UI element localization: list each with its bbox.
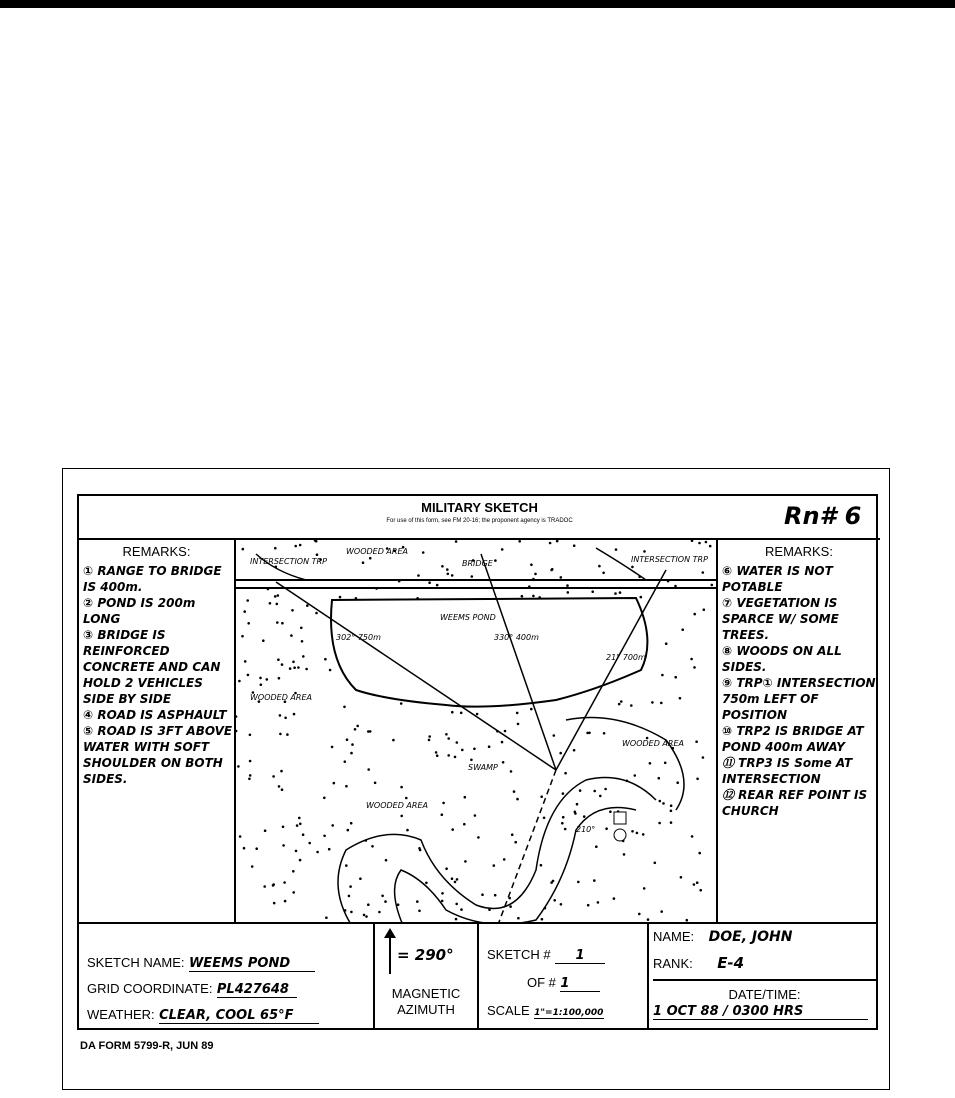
map-label: 302° 750m [336,633,381,642]
map-label: INTERSECTION TRP [250,557,327,566]
map-label: 330° 400m [494,633,539,642]
form-footer [77,922,878,1030]
remark-item: ⑧ WOODS ON ALL SIDES. [722,644,842,674]
contour-line-2 [395,808,636,933]
map-label: WOODED AREA [366,801,428,810]
record-number: Rn# 6 [784,502,862,530]
datetime-label: DATE/TIME: [728,987,801,1002]
grid-coordinate-label: GRID COORDINATE: [87,981,213,996]
weather-value: CLEAR, COOL 65°F [159,1008,319,1024]
azimuth-cell [375,924,479,1028]
map-label: BRIDGE [462,559,493,568]
remark-item: ③ BRIDGE IS REINFORCED CONCRETE AND CAN HOLD 2 VEHICLES SIDE BY SIDE [83,628,221,706]
church-symbol [614,812,626,824]
grid-coordinate-value: PL427648 [217,982,297,998]
map-label: WOODED AREA [250,693,312,702]
of-value: 1 [560,976,600,992]
arrow-head-icon [384,928,396,938]
remark-item: ⑪ TRP3 IS Some AT INTERSECTION [722,756,853,786]
top-rule [0,0,955,8]
sketch-name-label: SKETCH NAME: [87,955,185,970]
map-label: 21° 700m [606,653,646,662]
map-label: 210° [576,825,596,834]
military-sketch-form [77,494,878,930]
terrain-map [236,540,716,932]
sketch-number-label: SKETCH # [487,947,551,962]
reference-point [614,829,626,841]
scale-value: 1"=1:100,000 [534,1008,604,1018]
remark-item: ① RANGE TO BRIDGE IS 400m. [83,564,222,594]
contour-line-3 [566,718,684,811]
form-title: MILITARY SKETCH [421,500,538,515]
sketch-number-value: 1 [555,948,605,964]
rank-label: RANK: [653,956,693,971]
weather-label: WEATHER: [87,1007,155,1022]
remark-item: ⑩ TRP2 IS BRIDGE AT POND 400m AWAY [722,724,864,754]
remark-item: ⑥ WATER IS NOT POTABLE [722,564,833,594]
azimuth-label-1: MAGNETIC [391,986,461,1001]
sketch-info-cell [79,924,375,1028]
remark-item: ⑫ REAR REF POINT IS CHURCH [722,788,868,818]
remark-item: ⑦ VEGETATION IS SPARCE W/ SOME TREES. [722,596,839,642]
azimuth-value: = 290° [397,946,454,964]
remarks-left [79,540,236,932]
map-label: WEEMS POND [440,613,496,622]
remark-item: ⑨ TRP① INTERSECTION 750m LEFT OF POSITION [722,676,876,722]
remarks-left-heading: REMARKS: [122,544,191,559]
datetime-value: 1 OCT 88 / 0300 HRS [653,1004,868,1020]
scale-label: SCALE [487,1003,530,1018]
author-cell [649,924,876,1028]
remarks-right-heading: REMARKS: [765,544,833,559]
side-road-right [596,548,646,580]
remark-item: ⑤ ROAD IS 3FT ABOVE WATER WITH SOFT SHOULDER ON BOTH SIDES. [83,724,233,786]
name-value: DOE, JOHN [708,929,793,945]
remark-item: ④ ROAD IS ASPHAULT [83,708,227,722]
remarks-right [716,540,880,932]
map-label: WOODED AREA [622,739,684,748]
map-drawing [236,540,716,932]
form-subtitle: For use of this form, see FM 20-16; the proponent agency is TRADOC [386,518,573,524]
map-label: SWAMP [468,763,498,772]
azimuth-label-2: AZIMUTH [397,1002,455,1017]
rank-value: E-4 [717,954,745,972]
azimuth-line-4 [496,770,556,930]
name-label: NAME: [653,929,695,944]
remark-item: ② POND IS 200m LONG [83,596,196,626]
sketch-number-cell [479,924,649,1028]
north-arrow-icon [389,934,391,974]
map-label: WOODED AREA [346,547,408,556]
form-identifier: DA FORM 5799-R, JUN 89 [80,1040,214,1052]
sketch-name-value: WEEMS POND [189,956,315,972]
of-label: OF # [527,975,556,990]
map-label: INTERSECTION TRP [631,555,708,564]
